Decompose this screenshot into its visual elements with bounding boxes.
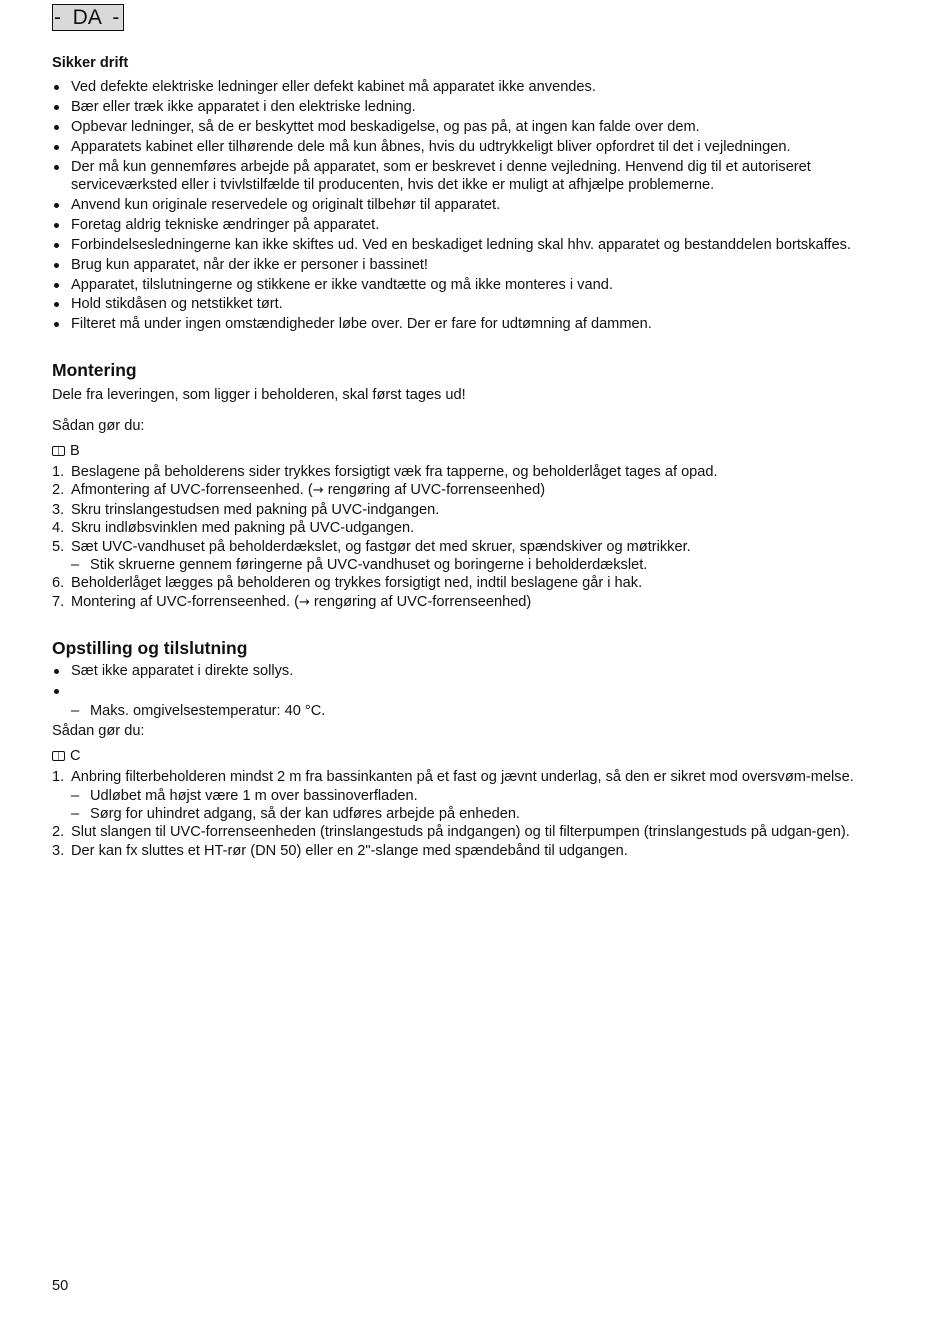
sub-step — [52, 556, 882, 574]
step-number: 1. — [52, 769, 65, 786]
dash-marker: – — [71, 557, 80, 574]
book-icon — [52, 751, 65, 761]
sub-step-text: Udløbet må højst være 1 m over bassinoverfladen. — [90, 787, 418, 804]
step-number: 3. — [52, 501, 65, 518]
dash-marker: – — [71, 806, 80, 823]
list-item — [52, 768, 882, 823]
list-item — [52, 823, 882, 841]
assembly-steps — [52, 463, 882, 612]
setup-section — [52, 637, 882, 860]
list-item — [52, 842, 882, 860]
step-text: Montering af UVC-forrenseenhed. ( — [71, 593, 299, 610]
step-number: 5. — [52, 538, 65, 555]
safe-operation-section — [52, 54, 882, 334]
arrow-right-icon: → — [312, 483, 324, 499]
book-icon — [52, 446, 65, 456]
list-item: Anvend kun originale reservedele og originalt tilbehør til apparatet. — [52, 196, 882, 214]
step-number: 7. — [52, 593, 65, 610]
assembly-intro: Dele fra leveringen, som ligger i beholderen, skal først tages ud! — [52, 386, 466, 403]
step-text-tail: rengøring af UVC-forrenseenhed) — [309, 593, 532, 610]
assembly-heading: Montering — [52, 359, 137, 380]
language-tag: - DA - — [52, 4, 124, 31]
list-item: Apparatets kabinet eller tilhørende dele må kun åbnes, hvis du udtrykkeligt bliver opfordret til det i vejledningen. — [52, 138, 882, 156]
list-item — [52, 481, 882, 500]
sub-step — [52, 702, 882, 720]
step-text: Skru indløbsvinklen med pakning på UVC-udgangen. — [71, 520, 415, 537]
safe-operation-heading: Sikker drift — [52, 55, 129, 71]
dash-marker: – — [71, 787, 80, 804]
step-text: Afmontering af UVC-forrenseenhed. ( — [71, 482, 313, 499]
step-text: Der kan fx sluttes et HT-rør (DN 50) eller en 2"-slange med spændebånd til udgangen. — [71, 842, 628, 859]
step-text: Slut slangen til UVC-forrenseenheden (trinslangestuds på indgangen) og til filterpumpen (trinslangestuds på udgan-gen). — [71, 824, 850, 841]
figure-reference-b — [52, 442, 882, 460]
step-text: Beholderlåget lægges på beholderen og trykkes forsigtigt ned, indtil beslagene går i hak. — [71, 575, 643, 592]
sub-step-text: Stik skruerne gennem føringerne på UVC-vandhuset og boringerne i beholderdækslet. — [90, 557, 648, 574]
list-item: Sæt ikke apparatet i direkte sollys. — [52, 662, 882, 680]
step-text-tail: rengøring af UVC-forrenseenhed) — [323, 482, 546, 499]
list-item: Ved defekte elektriske ledninger eller defekt kabinet må apparatet ikke anvendes. — [52, 78, 882, 96]
setup-bullets — [52, 662, 882, 700]
step-number: 6. — [52, 575, 65, 592]
list-item: Der må kun gennemføres arbejde på apparatet, som er beskrevet i denne vejledning. Henvend dig til et autoriseret serviceværksted eller i tvivlstilfælde til producenten, hvis det ikke er muligt at afhjælpe problemerne. — [52, 158, 882, 195]
list-item — [52, 463, 882, 481]
page-content — [52, 54, 882, 860]
list-item: Bær eller træk ikke apparatet i den elektriske ledning. — [52, 98, 882, 116]
assembly-section — [52, 359, 882, 612]
list-item — [52, 501, 882, 519]
list-item: Foretag aldrig tekniske ændringer på apparatet. — [52, 216, 882, 234]
step-text: Anbring filterbeholderen mindst 2 m fra bassinkanten på et fast og jævnt underlag, så den er sikret mod oversvøm-melse. — [71, 769, 854, 786]
sub-step-text: Sørg for uhindret adgang, så der kan udføres arbejde på enheden. — [90, 806, 520, 823]
page-number: 50 — [52, 1278, 69, 1294]
figure-label: B — [70, 442, 80, 459]
figure-label: C — [70, 747, 81, 764]
sub-step — [52, 805, 882, 823]
list-item — [52, 574, 882, 592]
list-item: Forbindelsesledningerne kan ikke skiftes ud. Ved en beskadiget ledning skal hhv. apparatet og bestanddelen bortskaffes. — [52, 236, 882, 254]
setup-heading: Opstilling og tilslutning — [52, 638, 248, 659]
figure-reference-c — [52, 747, 882, 765]
sub-step-text: Maks. omgivelsestemperatur: 40 °C. — [90, 703, 326, 720]
arrow-right-icon: → — [298, 594, 310, 610]
step-number: 3. — [52, 842, 65, 859]
step-number: 1. — [52, 464, 65, 480]
list-item: Filteret må under ingen omstændigheder løbe over. Der er fare for udtømning af dammen. — [52, 315, 882, 333]
sub-step — [52, 787, 882, 805]
list-item — [52, 682, 882, 700]
list-item: Brug kun apparatet, når der ikke er personer i bassinet! — [52, 256, 882, 274]
list-item: Apparatet, tilslutningerne og stikkene er ikke vandtætte og må ikke monteres i vand. — [52, 276, 882, 294]
list-item — [52, 519, 882, 537]
step-text: Skru trinslangestudsen med pakning på UVC-indgangen. — [71, 501, 440, 518]
step-number: 2. — [52, 482, 65, 499]
step-number: 4. — [52, 520, 65, 537]
setup-how-to: Sådan gør du: — [52, 723, 145, 740]
assembly-how-to: Sådan gør du: — [52, 418, 145, 435]
list-item: Opbevar ledninger, så de er beskyttet mod beskadigelse, og pas på, at ingen kan falde over dem. — [52, 118, 882, 136]
step-text: Beslagene på beholderens sider trykkes forsigtigt væk fra tapperne, og beholderlåget tages af opad. — [71, 464, 718, 480]
step-text: Sæt UVC-vandhuset på beholderdækslet, og fastgør det med skruer, spændskiver og møtrikker. — [71, 538, 691, 555]
list-item: Hold stikdåsen og netstikket tørt. — [52, 295, 882, 313]
dash-marker: – — [71, 703, 80, 720]
list-item — [52, 538, 882, 575]
safe-operation-list — [52, 78, 882, 334]
step-number: 2. — [52, 824, 65, 841]
setup-steps — [52, 768, 882, 860]
list-item — [52, 593, 882, 612]
